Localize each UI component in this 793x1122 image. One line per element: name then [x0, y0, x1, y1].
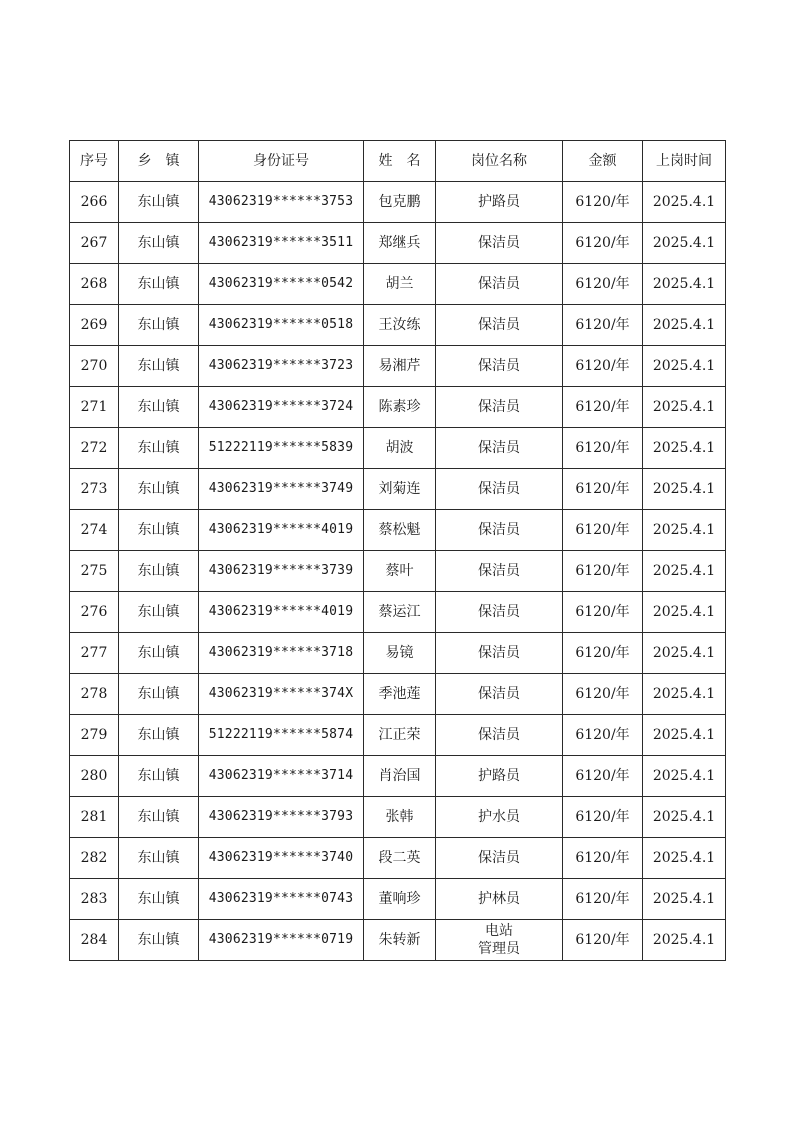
- cell-amount: 6120/年: [563, 838, 643, 879]
- cell-position: 保洁员: [436, 551, 563, 592]
- cell-position: 保洁员: [436, 223, 563, 264]
- cell-amount: 6120/年: [563, 633, 643, 674]
- cell-town: 东山镇: [119, 797, 199, 838]
- cell-town: 东山镇: [119, 633, 199, 674]
- cell-name: 王汝练: [364, 305, 436, 346]
- table-row: [70, 633, 726, 674]
- roster-table: [69, 140, 726, 961]
- cell-index: 283: [70, 879, 119, 920]
- cell-index: 269: [70, 305, 119, 346]
- cell-start-date: 2025.4.1: [643, 510, 726, 551]
- cell-position: 保洁员: [436, 387, 563, 428]
- table-row: [70, 223, 726, 264]
- table-row: [70, 674, 726, 715]
- cell-position: 保洁员: [436, 592, 563, 633]
- cell-position: 保洁员: [436, 633, 563, 674]
- cell-start-date: 2025.4.1: [643, 756, 726, 797]
- cell-name: 朱转新: [364, 920, 436, 961]
- cell-town: 东山镇: [119, 674, 199, 715]
- cell-start-date: 2025.4.1: [643, 182, 726, 223]
- cell-town: 东山镇: [119, 838, 199, 879]
- cell-name: 易镜: [364, 633, 436, 674]
- cell-start-date: 2025.4.1: [643, 387, 726, 428]
- cell-position: 保洁员: [436, 715, 563, 756]
- table-row: [70, 510, 726, 551]
- cell-id-number: 43062319******3714: [199, 756, 364, 797]
- cell-position: 保洁员: [436, 305, 563, 346]
- table-row: [70, 428, 726, 469]
- cell-id-number: 51222119******5874: [199, 715, 364, 756]
- cell-start-date: 2025.4.1: [643, 264, 726, 305]
- cell-amount: 6120/年: [563, 797, 643, 838]
- table-row: [70, 592, 726, 633]
- header-start-date: 上岗时间: [643, 141, 726, 182]
- cell-town: 东山镇: [119, 264, 199, 305]
- cell-name: 段二英: [364, 838, 436, 879]
- cell-index: 280: [70, 756, 119, 797]
- cell-amount: 6120/年: [563, 920, 643, 961]
- header-name: 姓 名: [364, 141, 436, 182]
- cell-town: 东山镇: [119, 305, 199, 346]
- cell-name: 蔡松魁: [364, 510, 436, 551]
- cell-town: 东山镇: [119, 756, 199, 797]
- cell-id-number: 43062319******3718: [199, 633, 364, 674]
- header-index: 序号: [70, 141, 119, 182]
- cell-position: 保洁员: [436, 510, 563, 551]
- cell-amount: 6120/年: [563, 305, 643, 346]
- cell-index: 270: [70, 346, 119, 387]
- cell-name: 张韩: [364, 797, 436, 838]
- cell-index: 277: [70, 633, 119, 674]
- cell-amount: 6120/年: [563, 592, 643, 633]
- cell-id-number: 43062319******3753: [199, 182, 364, 223]
- cell-index: 266: [70, 182, 119, 223]
- cell-name: 刘菊连: [364, 469, 436, 510]
- cell-start-date: 2025.4.1: [643, 428, 726, 469]
- cell-amount: 6120/年: [563, 387, 643, 428]
- cell-amount: 6120/年: [563, 674, 643, 715]
- cell-id-number: 43062319******0743: [199, 879, 364, 920]
- table-row: [70, 920, 726, 961]
- cell-amount: 6120/年: [563, 715, 643, 756]
- cell-amount: 6120/年: [563, 428, 643, 469]
- cell-amount: 6120/年: [563, 264, 643, 305]
- cell-town: 东山镇: [119, 879, 199, 920]
- cell-start-date: 2025.4.1: [643, 879, 726, 920]
- table-row: [70, 715, 726, 756]
- cell-name: 肖治国: [364, 756, 436, 797]
- cell-id-number: 43062319******374X: [199, 674, 364, 715]
- cell-id-number: 51222119******5839: [199, 428, 364, 469]
- cell-index: 275: [70, 551, 119, 592]
- cell-position: 护水员: [436, 797, 563, 838]
- cell-town: 东山镇: [119, 551, 199, 592]
- cell-amount: 6120/年: [563, 551, 643, 592]
- cell-start-date: 2025.4.1: [643, 551, 726, 592]
- cell-index: 276: [70, 592, 119, 633]
- cell-id-number: 43062319******3511: [199, 223, 364, 264]
- cell-name: 董响珍: [364, 879, 436, 920]
- cell-start-date: 2025.4.1: [643, 920, 726, 961]
- cell-position: 护路员: [436, 182, 563, 223]
- table-row: [70, 346, 726, 387]
- cell-name: 陈素珍: [364, 387, 436, 428]
- cell-id-number: 43062319******3740: [199, 838, 364, 879]
- cell-name: 蔡运江: [364, 592, 436, 633]
- cell-name: 易湘芹: [364, 346, 436, 387]
- cell-index: 279: [70, 715, 119, 756]
- cell-id-number: 43062319******0719: [199, 920, 364, 961]
- cell-town: 东山镇: [119, 510, 199, 551]
- cell-index: 278: [70, 674, 119, 715]
- table-row: [70, 305, 726, 346]
- cell-name: 蔡叶: [364, 551, 436, 592]
- table-row: [70, 387, 726, 428]
- cell-start-date: 2025.4.1: [643, 469, 726, 510]
- table-row: [70, 838, 726, 879]
- table-row: [70, 879, 726, 920]
- cell-name: 江正荣: [364, 715, 436, 756]
- cell-town: 东山镇: [119, 223, 199, 264]
- cell-amount: 6120/年: [563, 346, 643, 387]
- table-row: [70, 551, 726, 592]
- cell-position: 护路员: [436, 756, 563, 797]
- cell-start-date: 2025.4.1: [643, 838, 726, 879]
- cell-index: 282: [70, 838, 119, 879]
- cell-town: 东山镇: [119, 346, 199, 387]
- cell-start-date: 2025.4.1: [643, 346, 726, 387]
- cell-start-date: 2025.4.1: [643, 223, 726, 264]
- table-header-row: [70, 141, 726, 182]
- cell-name: 包克鹏: [364, 182, 436, 223]
- header-id-number: 身份证号: [199, 141, 364, 182]
- cell-index: 284: [70, 920, 119, 961]
- cell-start-date: 2025.4.1: [643, 674, 726, 715]
- cell-id-number: 43062319******3749: [199, 469, 364, 510]
- cell-position: [436, 920, 563, 961]
- cell-town: 东山镇: [119, 387, 199, 428]
- cell-id-number: 43062319******3793: [199, 797, 364, 838]
- table-row: [70, 756, 726, 797]
- cell-id-number: 43062319******4019: [199, 592, 364, 633]
- cell-id-number: 43062319******3724: [199, 387, 364, 428]
- cell-start-date: 2025.4.1: [643, 715, 726, 756]
- header-town: 乡 镇: [119, 141, 199, 182]
- cell-index: 272: [70, 428, 119, 469]
- cell-name: 胡波: [364, 428, 436, 469]
- table-row: [70, 264, 726, 305]
- cell-index: 273: [70, 469, 119, 510]
- cell-name: 胡兰: [364, 264, 436, 305]
- cell-id-number: 43062319******0542: [199, 264, 364, 305]
- cell-id-number: 43062319******3723: [199, 346, 364, 387]
- cell-position: 保洁员: [436, 674, 563, 715]
- cell-position: 保洁员: [436, 346, 563, 387]
- header-position: 岗位名称: [436, 141, 563, 182]
- cell-amount: 6120/年: [563, 510, 643, 551]
- cell-id-number: 43062319******0518: [199, 305, 364, 346]
- cell-amount: 6120/年: [563, 879, 643, 920]
- cell-start-date: 2025.4.1: [643, 797, 726, 838]
- cell-town: 东山镇: [119, 920, 199, 961]
- cell-town: 东山镇: [119, 469, 199, 510]
- cell-index: 274: [70, 510, 119, 551]
- cell-index: 281: [70, 797, 119, 838]
- cell-name: 季池莲: [364, 674, 436, 715]
- cell-town: 东山镇: [119, 592, 199, 633]
- cell-amount: 6120/年: [563, 469, 643, 510]
- cell-position-line1: 电站: [485, 923, 513, 939]
- cell-id-number: 43062319******4019: [199, 510, 364, 551]
- cell-position: 保洁员: [436, 264, 563, 305]
- cell-index: 271: [70, 387, 119, 428]
- header-amount: 金额: [563, 141, 643, 182]
- cell-start-date: 2025.4.1: [643, 633, 726, 674]
- cell-index: 267: [70, 223, 119, 264]
- cell-amount: 6120/年: [563, 756, 643, 797]
- cell-start-date: 2025.4.1: [643, 592, 726, 633]
- cell-name: 郑继兵: [364, 223, 436, 264]
- cell-town: 东山镇: [119, 182, 199, 223]
- cell-town: 东山镇: [119, 428, 199, 469]
- table-row: [70, 182, 726, 223]
- cell-position-line2: 管理员: [478, 941, 520, 957]
- cell-index: 268: [70, 264, 119, 305]
- cell-start-date: 2025.4.1: [643, 305, 726, 346]
- cell-position: 护林员: [436, 879, 563, 920]
- cell-position: 保洁员: [436, 428, 563, 469]
- cell-position: 保洁员: [436, 838, 563, 879]
- cell-amount: 6120/年: [563, 223, 643, 264]
- table-row: [70, 797, 726, 838]
- table-row: [70, 469, 726, 510]
- cell-position: 保洁员: [436, 469, 563, 510]
- cell-id-number: 43062319******3739: [199, 551, 364, 592]
- cell-amount: 6120/年: [563, 182, 643, 223]
- cell-town: 东山镇: [119, 715, 199, 756]
